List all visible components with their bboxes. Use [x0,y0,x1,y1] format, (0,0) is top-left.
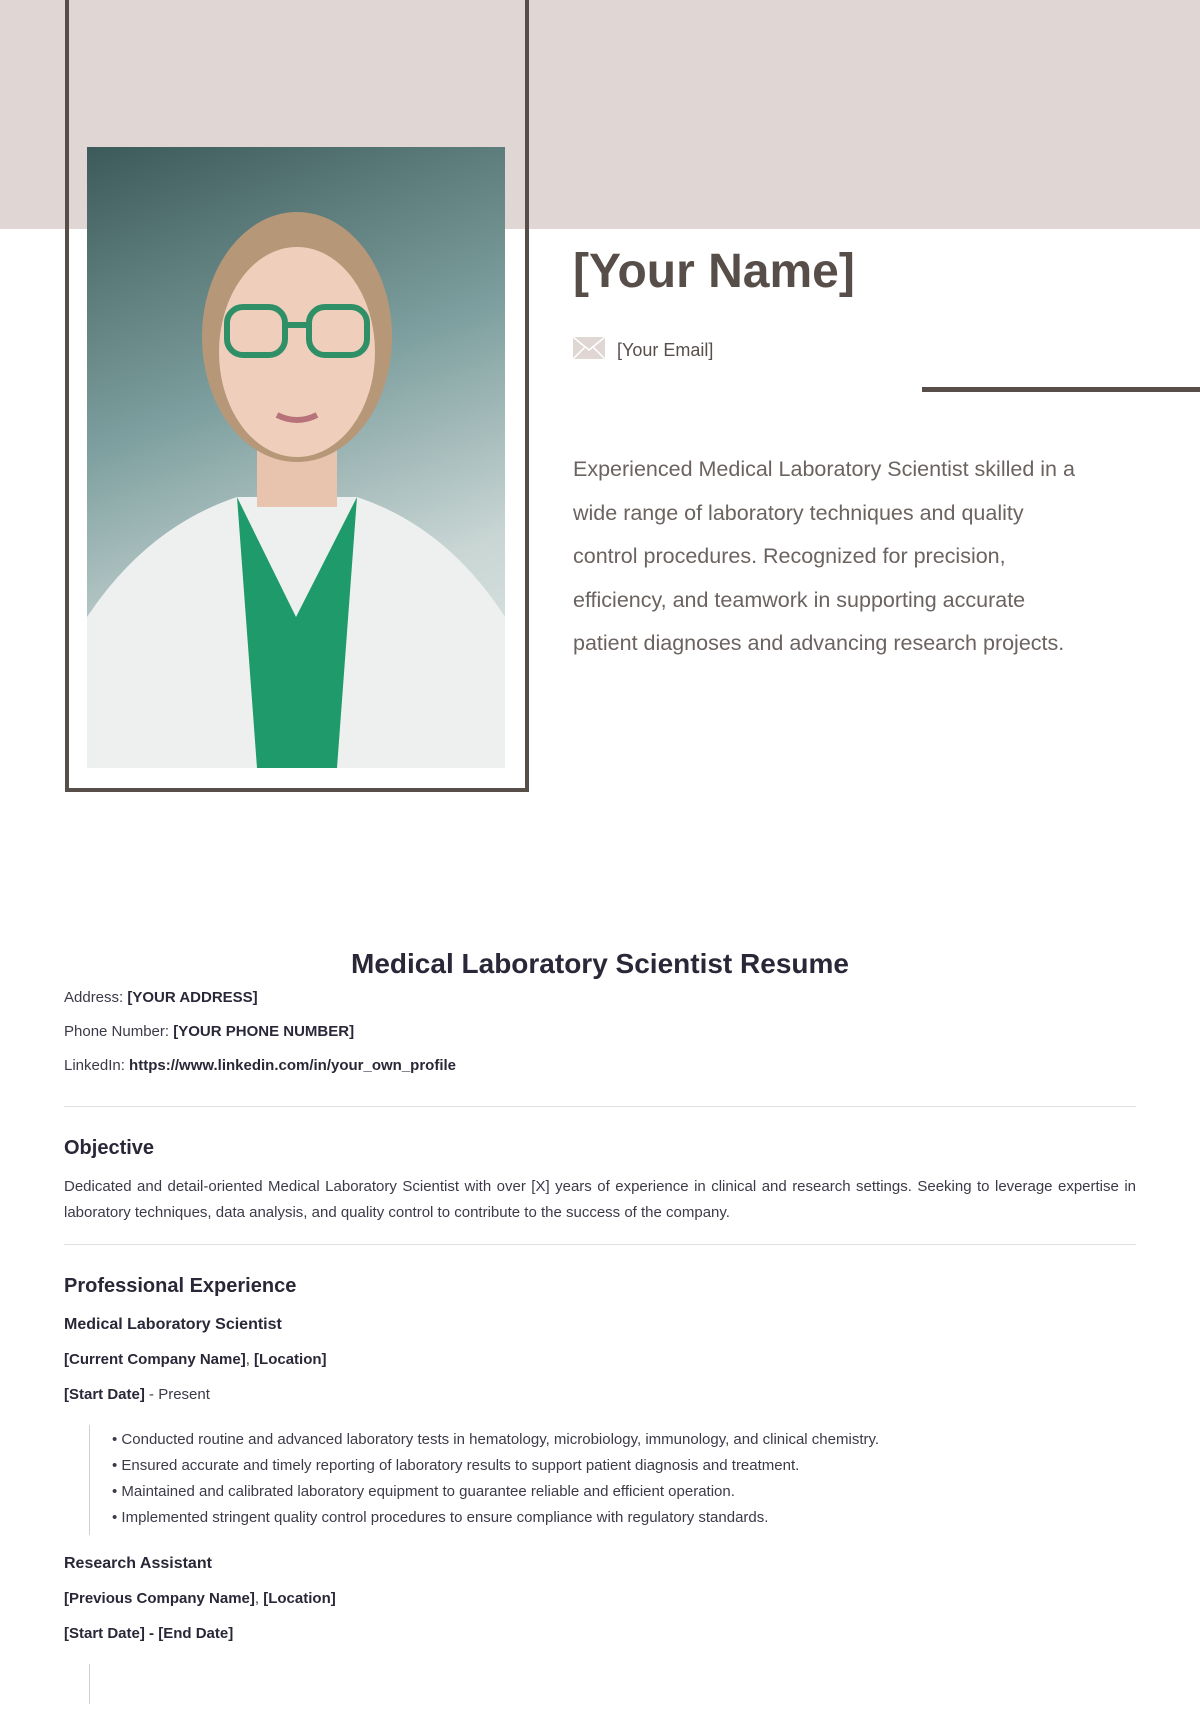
bullet: • Maintained and calibrated laboratory equipment to guarantee reliable and efficient operation. [112,1479,1136,1505]
sep: , [254,1590,264,1607]
end-date: [End Date] [158,1625,234,1642]
contact-address [64,986,1136,1020]
accent-rule [922,387,1200,392]
location: [Location] [254,1351,327,1368]
contact-linkedin [64,1054,1136,1088]
label: LinkedIn: [64,1057,130,1074]
job-company [64,1351,1136,1386]
start-date: [Start Date] [64,1386,145,1403]
envelope-icon [573,337,605,364]
email-row [573,337,713,364]
job-bullets [89,1664,1136,1704]
phone-value: [YOUR PHONE NUMBER] [173,1023,355,1040]
bullet: • Implemented stringent quality control procedures to ensure compliance with regulatory standards. [112,1505,1136,1531]
divider [64,1244,1136,1245]
start-date: [Start Date] [64,1625,145,1642]
job-company [64,1590,1136,1625]
end-date: Present [158,1386,210,1403]
sep: - [144,1386,159,1403]
contact-phone [64,1020,1136,1054]
job-dates [64,1386,1136,1421]
location: [Location] [263,1590,336,1607]
profile-photo [87,147,505,768]
label: Address: [64,989,128,1006]
resume-body [64,948,1136,1724]
company: [Previous Company Name] [64,1590,255,1607]
objective-text: Dedicated and detail-oriented Medical Laboratory Scientist with over [X] years of experience in clinical and research settings. Seeking to leverage expertise in laboratory techniques, data analysis, and quality control to contribute to the success of the company. [64,1178,1136,1221]
sep: , [245,1351,255,1368]
bullet: • Conducted routine and advanced laboratory tests in hematology, microbiology, immunology, and clinical chemistry. [112,1427,1136,1453]
sep: - [144,1625,159,1642]
job-dates [64,1625,1136,1660]
divider [64,1106,1136,1107]
candidate-name: [Your Name] [573,245,855,298]
label: Phone Number: [64,1023,174,1040]
job-bullets [89,1425,1136,1535]
job-role: Research Assistant [64,1555,212,1572]
experience-heading: Professional Experience [64,1275,297,1297]
profile-summary: Experienced Medical Laboratory Scientist skilled in a wide range of laboratory techniques and quality control procedures. Recognized for precision, efficiency, and teamwork in supporting accurate patient diagnoses and advancing research projects. [573,457,1075,656]
objective-heading: Objective [64,1137,155,1159]
bullet: • Ensured accurate and timely reporting of laboratory results to support patient diagnosis and treatment. [112,1453,1136,1479]
email-text[interactable]: [Your Email] [617,340,714,360]
linkedin-link[interactable]: https://www.linkedin.com/in/your_own_profile [129,1057,457,1074]
address-value: [YOUR ADDRESS] [127,989,258,1006]
resume-title: Medical Laboratory Scientist Resume [351,948,849,979]
job-role: Medical Laboratory Scientist [64,1316,282,1333]
company: [Current Company Name] [64,1351,246,1368]
